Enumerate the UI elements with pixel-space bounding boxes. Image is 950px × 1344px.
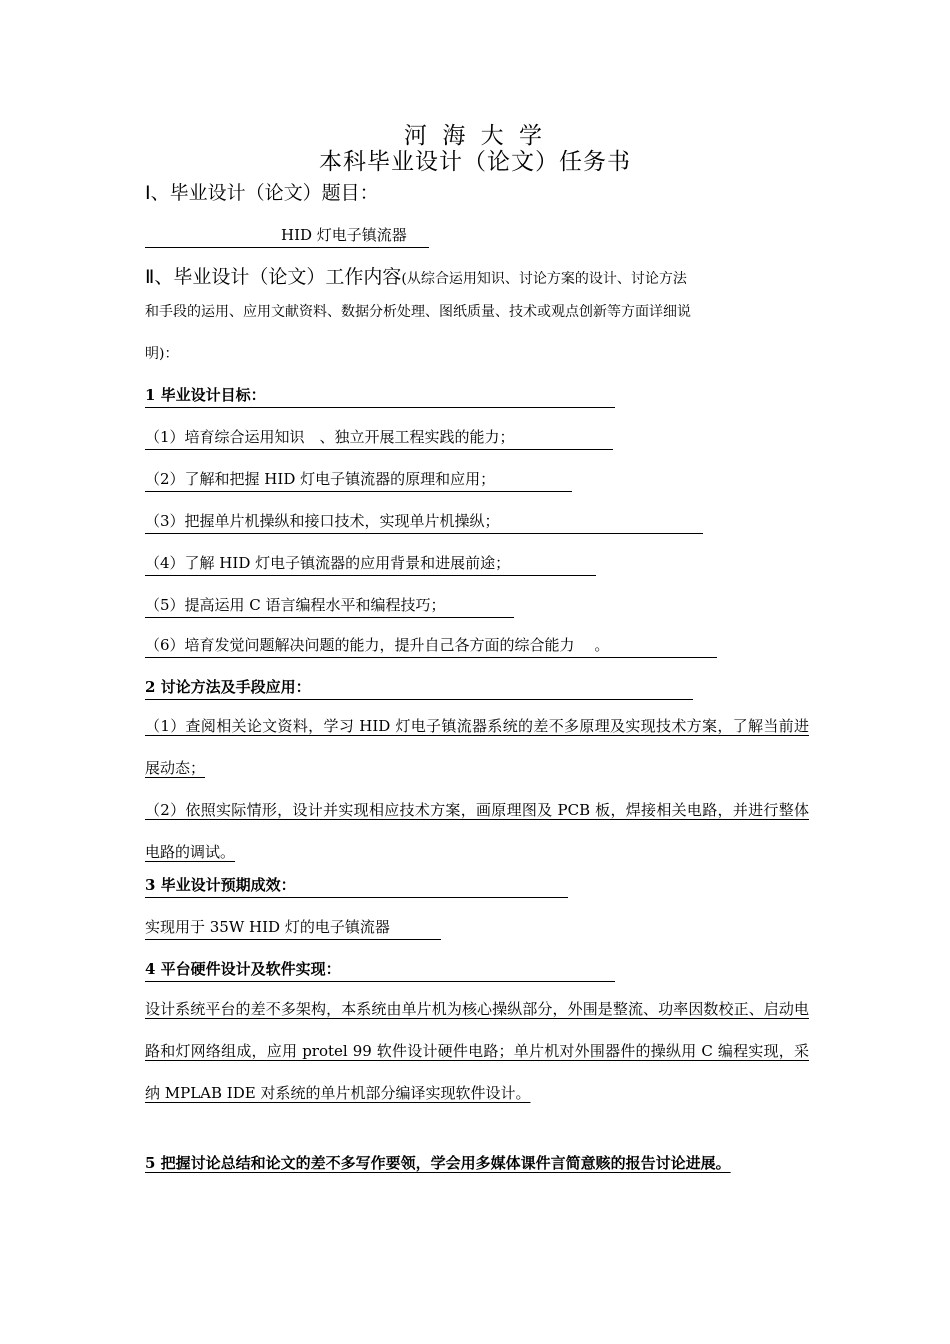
topic-line	[145, 224, 429, 248]
section1-heading: Ⅰ、毕业设计（论文）题目：	[145, 182, 379, 204]
method-item-2: （2）依照实际情形，设计并实现相应技术方案，画原理图及 PCB 板，焊接相关电路，并进行整体电路的调试。	[145, 801, 809, 861]
goal-item-5: （5）提高运用 C 语言编程水平和编程技巧；	[145, 594, 514, 618]
goal-item-4: （4）了解 HID 灯电子镇流器的应用背景和进展前途；	[145, 552, 596, 576]
document-title: 本科毕业设计（论文）任务书	[319, 149, 631, 175]
method-item-1: （1）查阅相关论文资料，学习 HID 灯电子镇流器系统的差不多原理及实现技术方案，了解当前进展动态；	[145, 717, 809, 777]
platform-text: 设计系统平台的差不多架构，本系统由单片机为核心操纵部分，外围是整流、功率因数校正、启动电路和灯网络组成，应用 protel 99 软件设计硬件电路；单片机对外围器件的操纵用 C 编程实现，采纳 MPLAB IDE 对系统的单片机部分编译实现软件设计。	[145, 1000, 809, 1102]
results-heading: 3 毕业设计预期成效：	[145, 874, 568, 898]
goal-item-2: （2）了解和把握 HID 灯电子镇流器的原理和应用；	[145, 468, 572, 492]
university-name: 河 海 大 学	[404, 123, 546, 149]
section2-note-line3: 明)：	[145, 346, 179, 362]
goal-item-1: （1）培育综合运用知识 、独立开展工程实践的能力；	[145, 426, 613, 450]
topic-text: HID 灯电子镇流器	[281, 226, 407, 244]
summary-text: 5 把握讨论总结和论文的差不多写作要领，学会用多媒体课件言简意赅的报告讨论进展。	[145, 1154, 731, 1172]
section2-note-line2: 和手段的运用、应用文献资料、数据分析处理、图纸质量、技术或观点创新等方面详细说	[145, 304, 691, 320]
goal-item-6: （6）培育发觉问题解决问题的能力，提升自己各方面的综合能力 。	[145, 634, 717, 658]
methods-heading: 2 讨论方法及手段应用：	[145, 676, 693, 700]
goals-heading: 1 毕业设计目标：	[145, 384, 615, 408]
section2-heading	[145, 264, 687, 292]
results-text: 实现用于 35W HID 灯的电子镇流器	[145, 916, 441, 940]
section2-note-start: (从综合运用知识、讨论方案的设计、讨论方法	[401, 271, 687, 287]
goal-item-3: （3）把握单片机操纵和接口技术，实现单片机操纵；	[145, 510, 703, 534]
platform-heading: 4 平台硬件设计及软件实现：	[145, 958, 615, 982]
section2-heading-text: Ⅱ、毕业设计（论文）工作内容	[145, 266, 402, 288]
